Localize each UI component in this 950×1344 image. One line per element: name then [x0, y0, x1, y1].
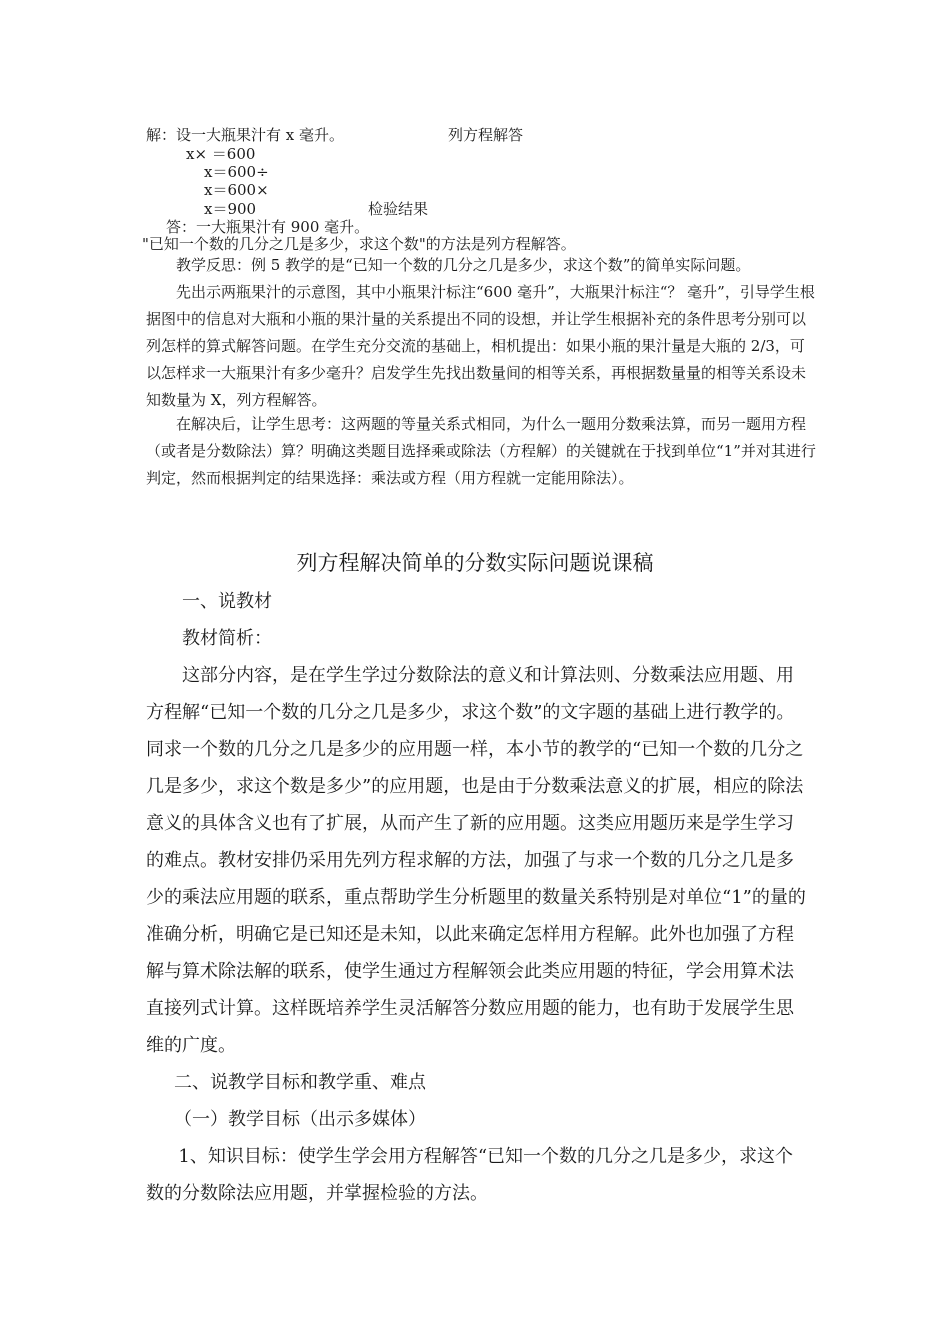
lesson-title: 列方程解决简单的分数实际问题说课稿 [296, 551, 654, 575]
equation-line-2: x＝600÷ [204, 163, 269, 181]
reflection-paragraph-2: 先出示两瓶果汁的示意图，其中小瓶果汁标注“600 毫升”，大瓶果汁标注“？ 毫升”，引导学生根据图中的信息对大瓶和小瓶的果汁量的关系提出不同的设想，并让学生根据补充的条件思考分别可以列怎样的算式解答问题。在学生充分交流的基础上，相机提出：如果小瓶的果汁量是大瓶的 2/3，可以怎样求一大瓶果汁有多少毫升？启发学生先找出数量间的相等关系，再根据数量量的相等关系设未知数量为 X，列方程解答。 [146, 283, 815, 409]
equation-line-4: x＝900 [204, 200, 257, 218]
method-line: "已知一个数的几分之几是多少，求这个数"的方法是列方程解答。 [142, 235, 576, 253]
textbook-analysis-paragraph: 这部分内容，是在学生学过分数除法的意义和计算法则、分数乘法应用题、用方程解“已知一个数的几分之几是多少，求这个数”的文字题的基础上进行教学的。同求一个数的几分之几是多少的应用题一样，本小节的教学的“已知一个数的几分之几是多少，求这个数是多少”的应用题，也是由于分数乘法意义的扩展，相应的除法意义的具体含义也有了扩展，从而产生了新的应用题。这类应用题历来是学生学习的难点。教材安排仍采用先列方程求解的方法，加强了与求一个数的几分之几是多少的乘法应用题的联系，重点帮助学生分析题里的数量关系特别是对单位“1”的量的准确分析，明确它是已知还是未知，以此来确定怎样用方程解。此外也加强了方程解与算术除法解的联系，使学生通过方程解领会此类应用题的特征，学会用算术法直接列式计算。这样既培养学生灵活解答分数应用题的能力，也有助于发展学生思维的广度。 [146, 665, 806, 1056]
solution-step-note: 列方程解答 [448, 126, 524, 144]
section-heading-2: 二、说教学目标和教学重、难点 [174, 1072, 426, 1093]
section-subheading-2: （一）教学目标（出示多媒体） [174, 1109, 426, 1130]
solution-setup: 解：设一大瓶果汁有 x 毫升。 [146, 126, 344, 144]
reflection-paragraph-3: 在解决后，让学生思考：这两题的等量关系式相同，为什么一题用分数乘法算，而另一题用方程（或者是分数除法）算？明确这类题目选择乘或除法（方程解）的关键就在于找到单位“1”并对其进行判定，然而根据判定的结果选择：乘法或方程（用方程就一定能用除法）。 [146, 415, 816, 487]
equation-line-3: x＝600× [204, 181, 269, 199]
answer-line: 答：一大瓶果汁有 900 毫升。 [166, 218, 370, 236]
equation-line-1: x× ＝600 [186, 145, 256, 163]
check-note: 检验结果 [368, 200, 429, 218]
knowledge-goal-paragraph: 1、知识目标：使学生学会用方程解答“已知一个数的几分之几是多少，求这个数的分数除法应用题，并掌握检验的方法。 [146, 1146, 794, 1204]
section-subheading-1: 教材简析： [182, 628, 272, 649]
section-heading-1: 一、说教材 [182, 591, 272, 612]
reflection-paragraph-1: 教学反思：例 5 教学的是“已知一个数的几分之几是多少，求这个数”的简单实际问题。 [176, 256, 751, 274]
